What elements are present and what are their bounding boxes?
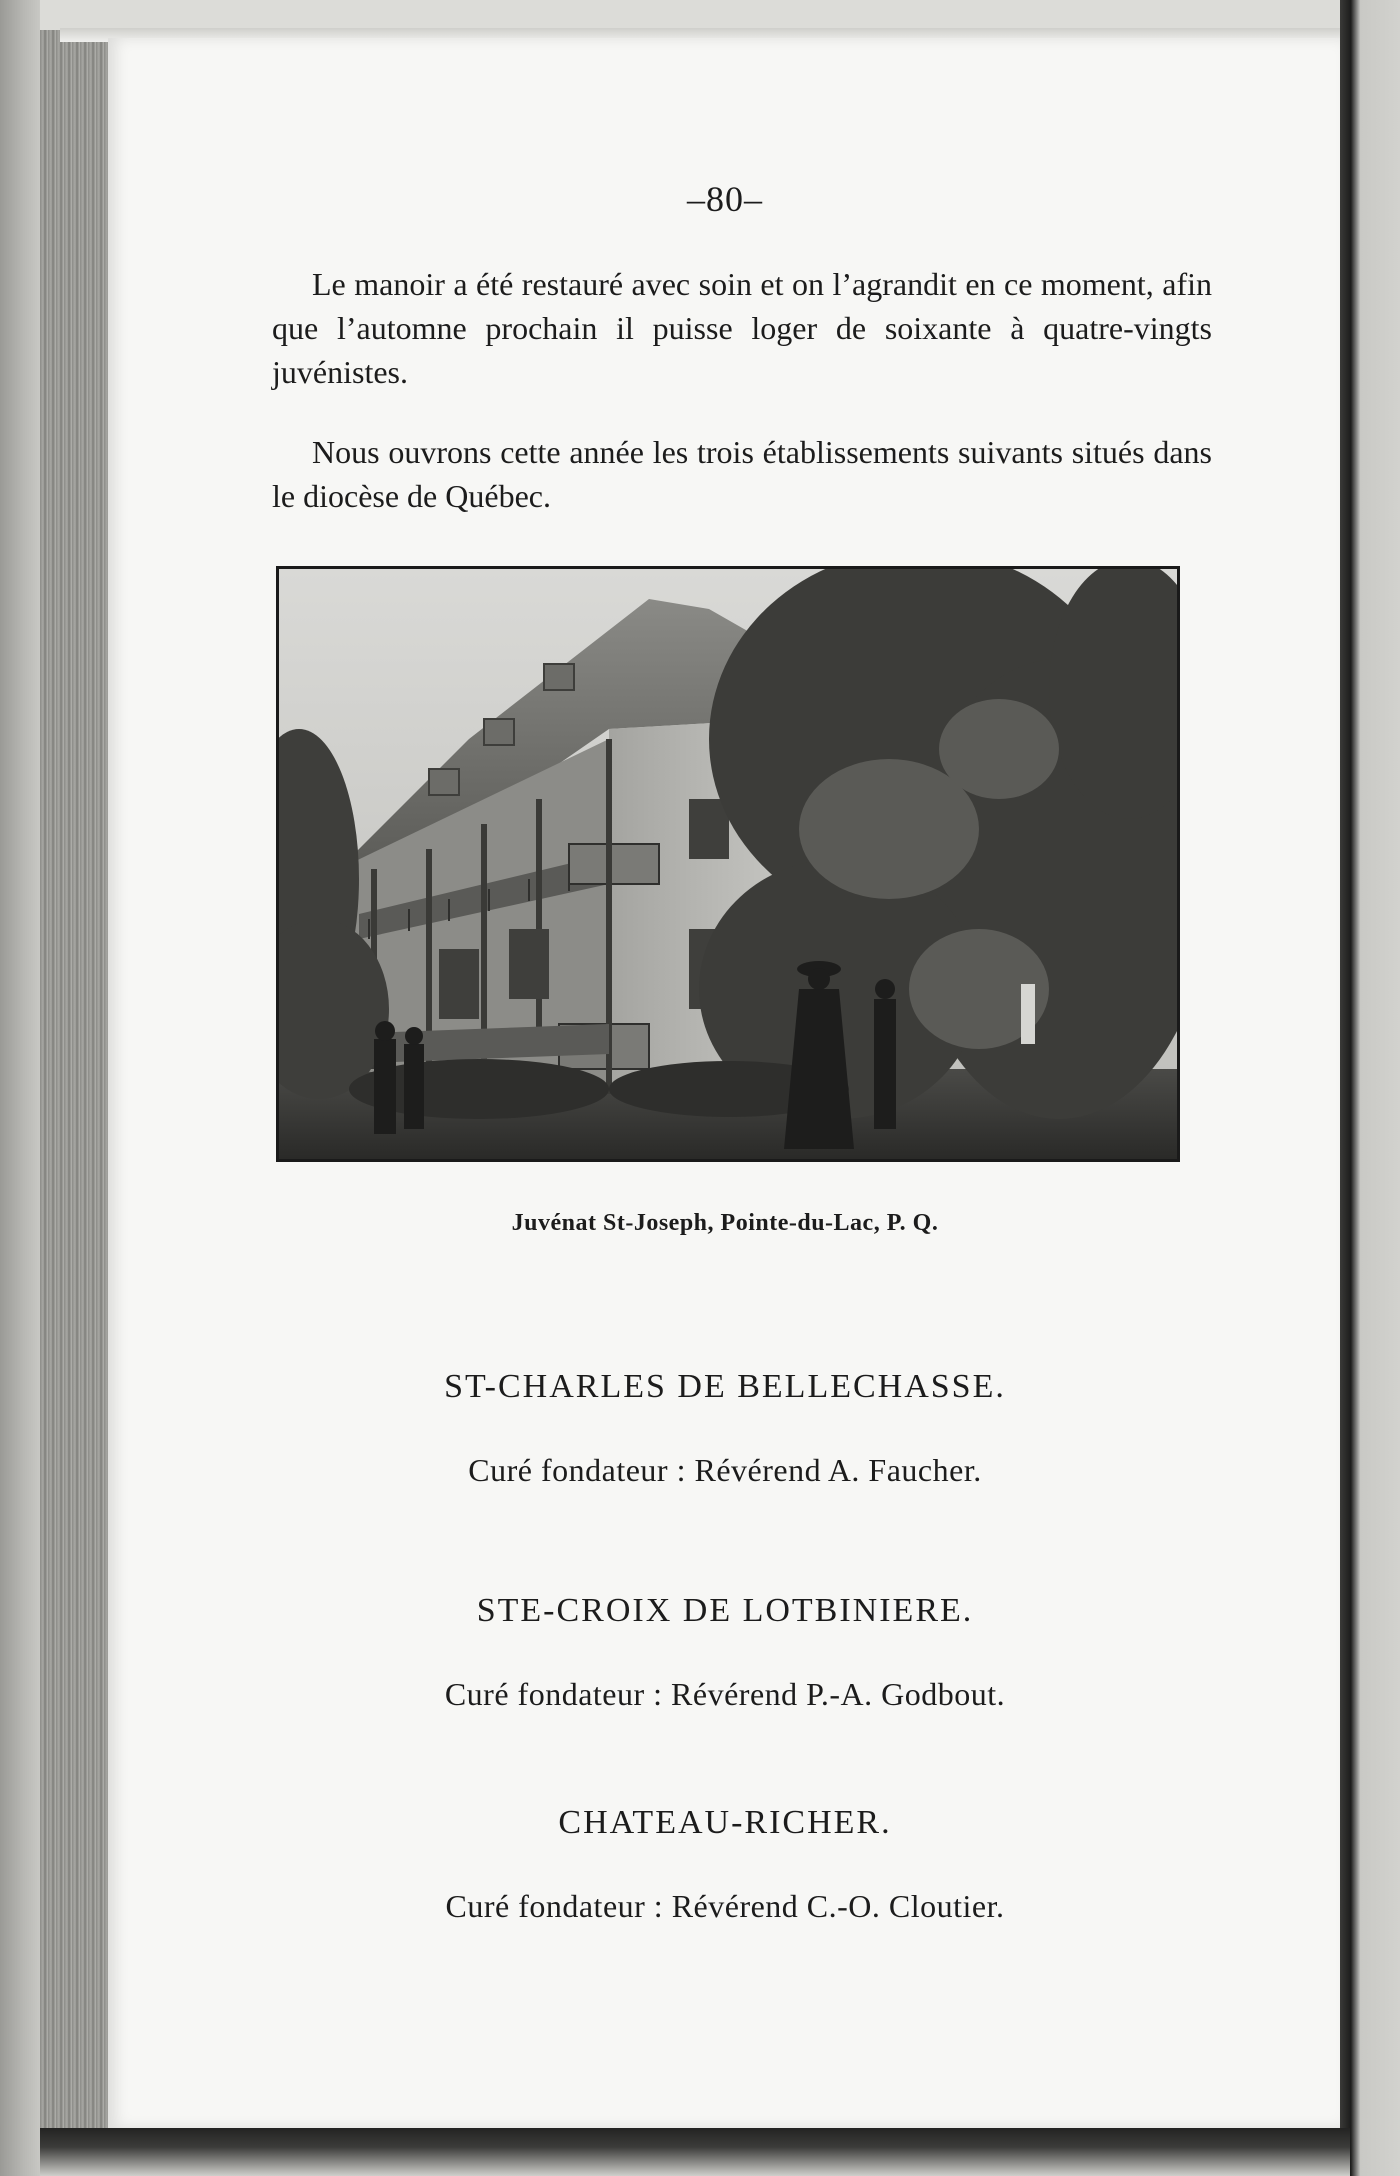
section-title-st-charles: ST-CHARLES DE BELLECHASSE. (444, 1368, 1006, 1405)
section-title-ste-croix: STE-CROIX DE LOTBINIERE. (476, 1592, 974, 1629)
page-number: –80– (687, 179, 763, 219)
founder-ste-croix: Curé fondateur : Révérend P.-A. Godbout. (444, 1676, 1006, 1712)
founder-st-charles: Curé fondateur : Révérend A. Faucher. (468, 1452, 982, 1488)
paragraph-etablissements: Nous ouvrons cette année les trois établissements suivants situés dans le diocèse de Québec. (272, 434, 1212, 514)
film-border-right (1340, 0, 1400, 2176)
page-bottom-edge (40, 2128, 1350, 2176)
juvenat-photograph (276, 566, 1180, 1162)
film-border-left (0, 0, 40, 2176)
section-title-chateau-richer: CHATEAU-RICHER. (558, 1804, 892, 1841)
photo-illustration (279, 569, 1177, 1159)
photo-caption: Juvénat St-Joseph, Pointe-du-Lac, P. Q. (511, 1210, 939, 1236)
paragraph-manoir: Le manoir a été restauré avec soin et on l’agrandit en ce moment, afin que l’automne prochain il puisse loger de soixante à quatre-vingts juvénistes. (272, 266, 1212, 390)
founder-chateau-richer: Curé fondateur : Révérend C.-O. Cloutier. (445, 1888, 1005, 1924)
